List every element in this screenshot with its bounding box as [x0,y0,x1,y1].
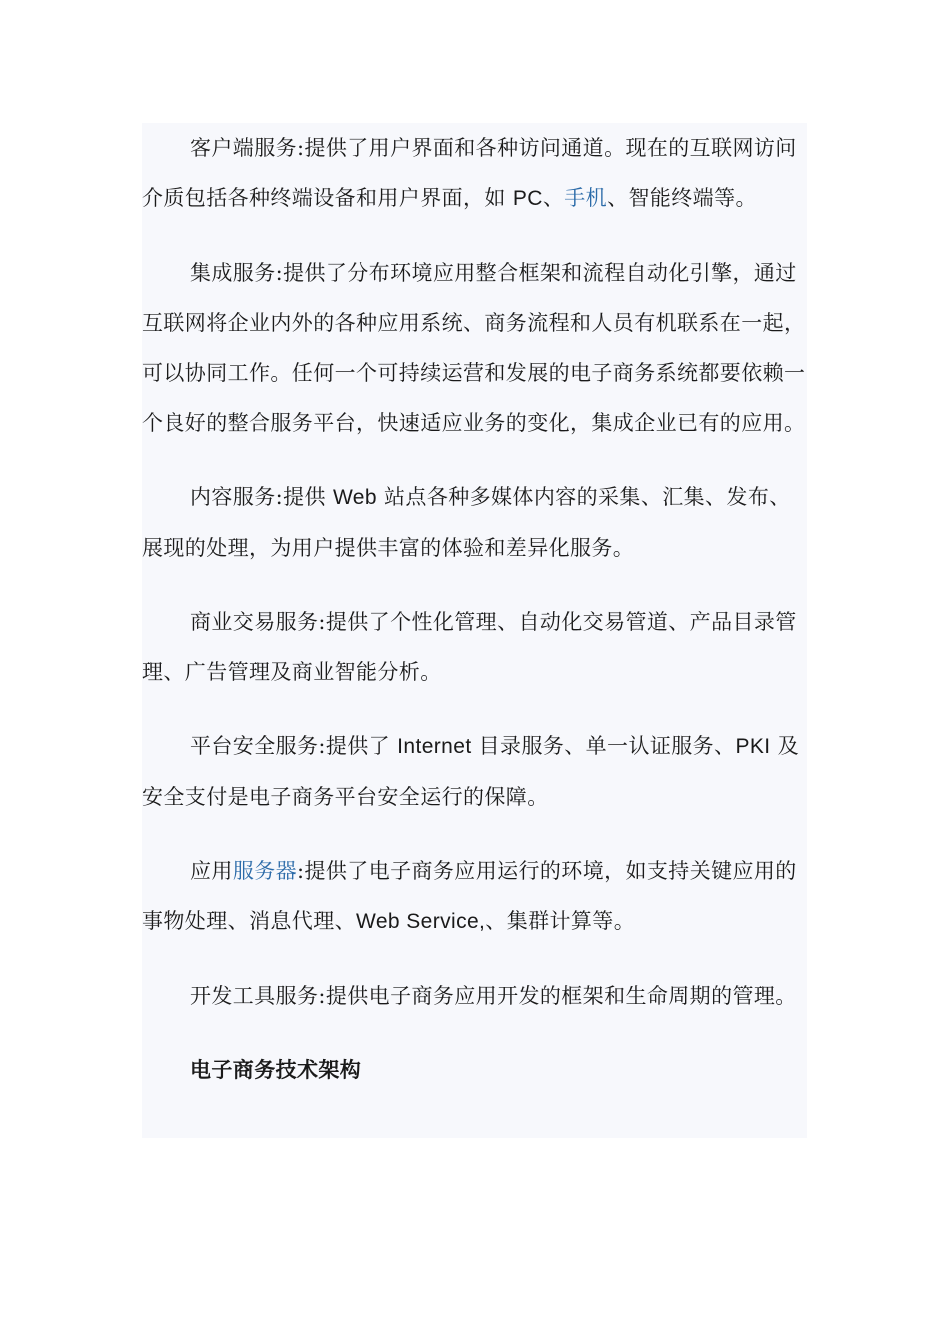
text-segment: 站点各种多媒体内容的采集、汇集、发布、展现的处理，为用户提供丰富的体验和差异化服务。 [142,485,791,560]
section-heading: 电子商务技术架构 [190,1057,362,1082]
text-segment: 目录服务、单一认证服务、 [471,734,736,758]
text-segment: 、 [542,186,565,210]
text-segment: 、智能终端等。 [607,186,757,210]
paragraph-integration-service: 集成服务:提供了分布环境应用整合框架和流程自动化引擎，通过互联网将企业内外的各种应用系统、商务流程和人员有机联系在一起，可以协同工作。任何一个可持续运营和发展的电子商务系统都要依赖一个良好的整合服务平台，快速适应业务的变化，集成企业已有的应用。 [142,261,806,435]
paragraph-app-server [142,846,807,947]
text-segment: Web [332,486,377,509]
text-segment: Web Service, [356,910,486,933]
paragraph-commerce-service: 商业交易服务:提供了个性化管理、自动化交易管道、产品目录管理、广告管理及商业智能分析。 [142,610,797,684]
text-segment: PKI [735,735,771,758]
paragraph-content-service [142,472,807,573]
text-segment: PC [512,187,543,210]
text-segment: 、集群计算等。 [485,909,636,933]
paragraph-security-service [142,721,807,822]
text-segment: 内容服务:提供 [190,485,333,509]
text-segment: 应用 [190,859,233,883]
text-segment: Internet [397,735,472,758]
text-segment: 及安全支付是电子商务平台安全运行的保障。 [142,734,799,809]
server-link[interactable]: 服务器 [232,859,298,883]
text-segment: 平台安全服务:提供了 [190,734,398,758]
text-segment: 客户端服务:提供了用户界面和各种访问通道。现在的互联网访问介质包括各种终端设备和用户界面，如 [142,136,797,210]
document-body [142,123,807,1138]
paragraph-client-service [142,123,807,224]
mobile-phone-link[interactable]: 手机 [564,186,608,210]
paragraph-dev-tools: 开发工具服务:提供电子商务应用开发的框架和生命周期的管理。 [190,984,797,1008]
text-segment: :提供了电子商务应用运行的环境，如支持关键应用的事物处理、消息代理、 [142,859,797,933]
